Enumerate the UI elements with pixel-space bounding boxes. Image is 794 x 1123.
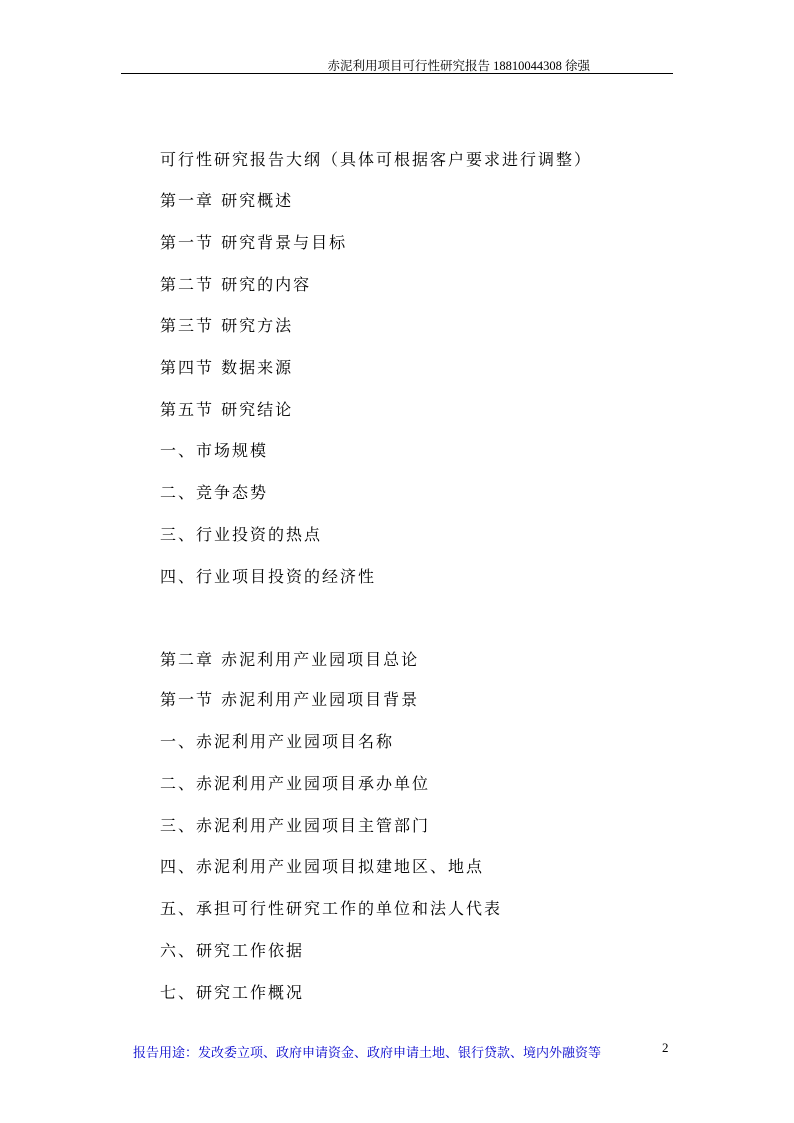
chapter-heading: 第一章 研究概述 xyxy=(160,191,294,210)
page-number: 2 xyxy=(662,1040,669,1055)
section-heading: 第五节 研究结论 xyxy=(160,400,294,419)
list-item: 一、市场规模 xyxy=(160,441,269,460)
list-item: 三、赤泥利用产业园项目主管部门 xyxy=(160,816,431,835)
footer-purpose: 报告用途：发改委立项、政府申请资金、政府申请土地、银行贷款、境内外融资等 xyxy=(133,1046,602,1061)
list-item: 七、研究工作概况 xyxy=(160,983,305,1002)
section-heading: 第一节 研究背景与目标 xyxy=(160,233,348,252)
list-item: 二、竞争态势 xyxy=(160,483,269,502)
list-item: 三、行业投资的热点 xyxy=(160,525,323,544)
list-item: 六、研究工作依据 xyxy=(160,941,305,960)
list-item: 五、承担可行性研究工作的单位和法人代表 xyxy=(160,899,503,918)
section-heading: 第二节 研究的内容 xyxy=(160,275,312,294)
list-item: 四、行业项目投资的经济性 xyxy=(160,567,377,586)
list-item: 二、赤泥利用产业园项目承办单位 xyxy=(160,774,431,793)
header-title: 赤泥利用项目可行性研究报告 18810044308 徐强 xyxy=(327,59,590,73)
list-item: 四、赤泥利用产业园项目拟建地区、地点 xyxy=(160,857,485,876)
outline-title: 可行性研究报告大纲（具体可根据客户要求进行调整） xyxy=(160,150,593,169)
header-divider xyxy=(121,73,673,74)
chapter-heading: 第二章 赤泥利用产业园项目总论 xyxy=(160,650,420,669)
list-item: 一、赤泥利用产业园项目名称 xyxy=(160,732,395,751)
section-heading: 第四节 数据来源 xyxy=(160,358,294,377)
section-heading: 第一节 赤泥利用产业园项目背景 xyxy=(160,690,420,709)
section-heading: 第三节 研究方法 xyxy=(160,316,294,335)
